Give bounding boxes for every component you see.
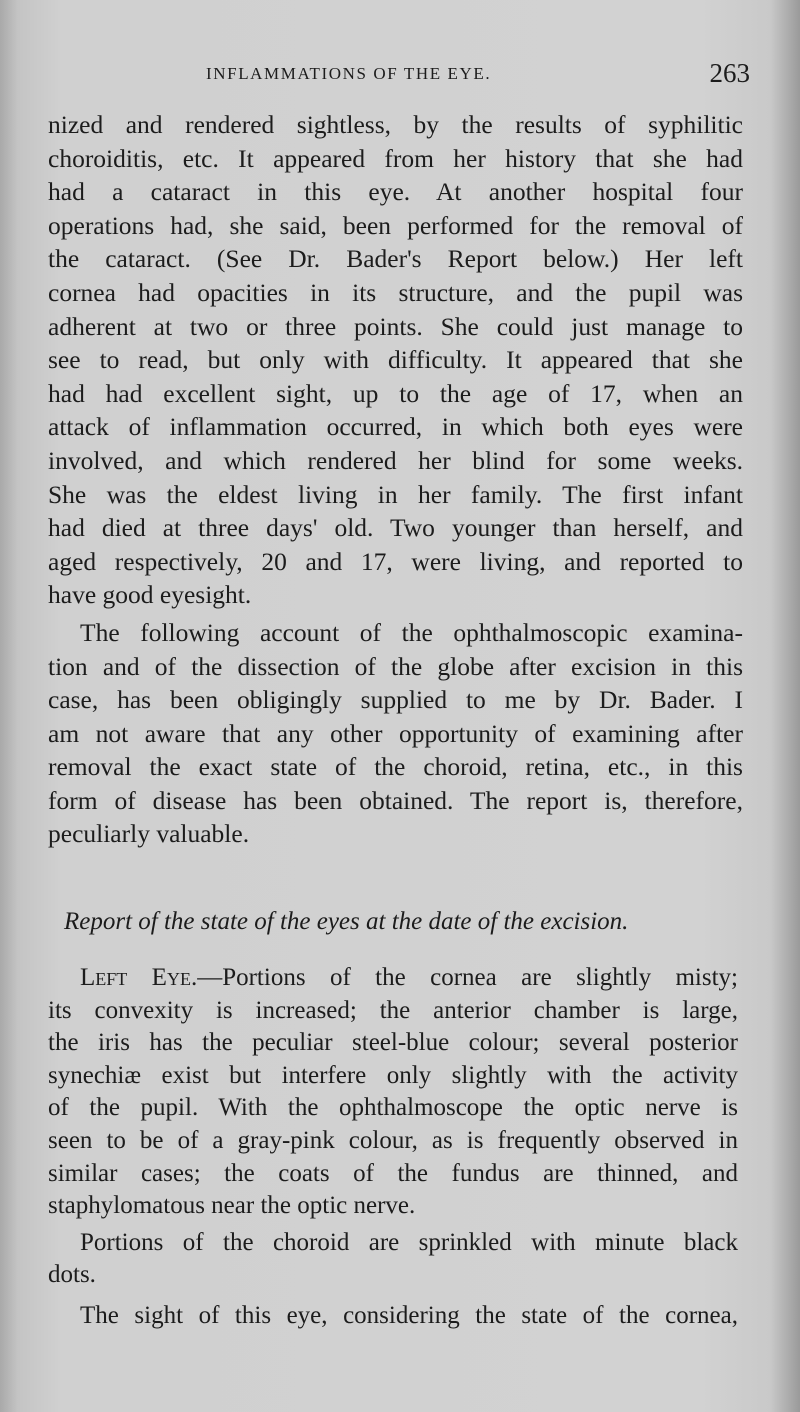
- text-span: —Portions of the cornea are slightly misty;: [197, 964, 738, 991]
- text-line: nized and rendered sightless, by the results of syphilitic: [48, 110, 743, 139]
- running-head: INFLAMMATIONS OF THE EYE.: [206, 64, 492, 83]
- text-line: synechiæ exist but interfere only slightly with the activity: [48, 1061, 738, 1089]
- text-line: case, has been obligingly supplied to me by Dr. Bader. I: [48, 685, 743, 715]
- text-line: operations had, she said, been performed for the removal of: [48, 210, 743, 240]
- text-line: form of disease has been obtained. The report is, therefore,: [48, 785, 743, 815]
- paragraph-left-eye: [48, 962, 738, 1223]
- text-line: tion and of the dissection of the globe after excision in this: [48, 651, 743, 681]
- page-header: [200, 58, 750, 92]
- paragraph-sight: [48, 1300, 738, 1333]
- left-eye-label: Left Eye.: [80, 964, 198, 991]
- text-line: had died at three days' old. Two younger than herself, and: [48, 513, 743, 543]
- text-line: dots.: [48, 1261, 96, 1289]
- report-section: [48, 962, 738, 1333]
- text-line: staphylomatous near the optic nerve.: [48, 1192, 416, 1220]
- page-number: 263: [709, 58, 750, 88]
- text-line: removal the exact state of the choroid, retina, etc., in this: [48, 752, 743, 782]
- text-line: The following account of the ophthalmoscopic examina-: [80, 617, 743, 647]
- paragraph-dots: [48, 1227, 738, 1292]
- text-line: of the pupil. With the ophthalmoscope the optic nerve is: [48, 1094, 738, 1122]
- paragraph-account: [48, 616, 743, 851]
- text-line: cornea had opacities in its structure, and the pupil was: [48, 277, 743, 307]
- text-line: peculiarly valuable.: [48, 819, 250, 849]
- text-line: had had excellent sight, up to the age of 17, when an: [48, 378, 743, 408]
- text-line: have good eyesight.: [48, 580, 252, 610]
- spacer: [48, 1292, 738, 1300]
- text-line: involved, and which rendered her blind for some weeks.: [48, 445, 743, 475]
- text-line: [48, 962, 738, 995]
- text-line: am not aware that any other opportunity of examining after: [48, 718, 743, 748]
- text-line: Portions of the choroid are sprinkled with minute black: [80, 1228, 738, 1256]
- text-line: adherent at two or three points. She could just manage to: [48, 311, 743, 341]
- text-line: seen to be of a gray-pink colour, as is frequently observed in: [48, 1126, 738, 1154]
- text-line: similar cases; the coats of the fundus are thinned, and: [48, 1159, 738, 1187]
- text-line: the iris has the peculiar steel-blue colour; several posterior: [48, 1029, 738, 1057]
- text-line: The sight of this eye, considering the state of the cornea,: [80, 1301, 738, 1329]
- body-text: [48, 108, 743, 851]
- text-line: the cataract. (See Dr. Bader's Report below.) Her left: [48, 244, 743, 274]
- text-line: aged respectively, 20 and 17, were living, and reported to: [48, 546, 743, 576]
- text-line: see to read, but only with difficulty. It appeared that she: [48, 345, 743, 375]
- text-line: choroiditis, etc. It appeared from her history that she had: [48, 143, 743, 173]
- text-line: attack of inflammation occurred, in which both eyes were: [48, 412, 743, 442]
- text-line: its convexity is increased; the anterior chamber is large,: [48, 996, 738, 1024]
- text-line: had a cataract in this eye. At another hospital four: [48, 177, 743, 207]
- paragraph-history: [48, 108, 743, 612]
- report-heading: Report of the state of the eyes at the date of the excision.: [64, 908, 629, 935]
- text-line: She was the eldest living in her family. The first infant: [48, 479, 743, 509]
